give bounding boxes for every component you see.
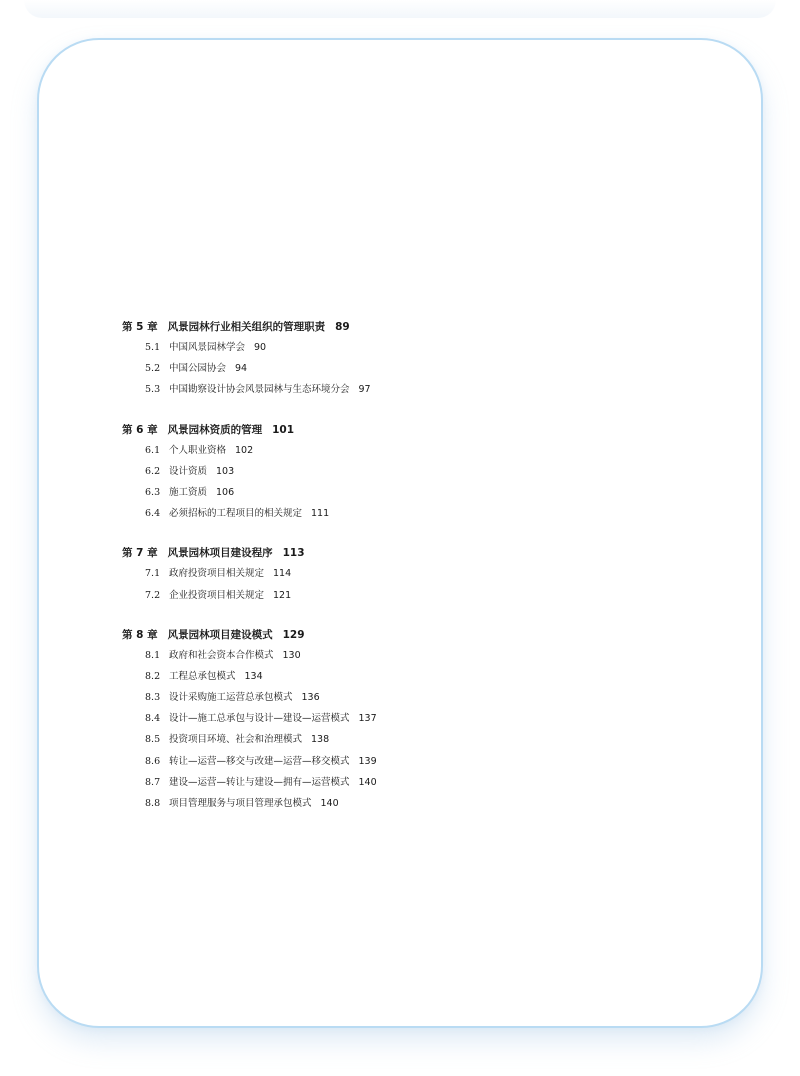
toc-entry[interactable] (122, 668, 682, 689)
toc-chapter (122, 318, 682, 403)
section-number: 6.1 (145, 444, 161, 456)
chapter-page-number: 129 (282, 628, 305, 641)
section-page-number: 130 (282, 649, 301, 661)
section-title: 建设—运营—转让与建设—拥有—运营模式 (169, 776, 350, 788)
chapter-title: 风景园林资质的管理 (167, 423, 263, 436)
section-title: 中国勘察设计协会风景园林与生态环境分会 (169, 384, 350, 396)
section-title: 设计资质 (169, 465, 208, 477)
section-page-number: 97 (358, 384, 371, 396)
chapter-title: 风景园林行业相关组织的管理职责 (167, 321, 326, 333)
toc-chapter (122, 544, 682, 607)
toc-entry[interactable] (122, 505, 682, 526)
section-number: 8.6 (145, 755, 161, 767)
section-number: 7.1 (145, 568, 161, 580)
section-number: 6.3 (145, 486, 161, 498)
chapter-heading[interactable] (122, 421, 682, 439)
section-number: 6.2 (145, 465, 161, 477)
toc-entry[interactable] (122, 731, 682, 752)
section-number: 5.3 (145, 384, 161, 396)
table-of-contents (122, 318, 682, 834)
toc-entry[interactable] (122, 774, 682, 795)
section-title: 施工资质 (169, 486, 208, 498)
toc-entry[interactable] (122, 689, 682, 710)
chapter-title: 风景园林项目建设模式 (167, 628, 273, 641)
chapter-page-number: 89 (335, 321, 350, 333)
chapter-heading[interactable] (122, 544, 682, 562)
section-number: 8.2 (145, 670, 161, 682)
top-shadow-band (24, 0, 776, 18)
section-title: 个人职业资格 (169, 444, 227, 456)
toc-entry[interactable] (122, 339, 682, 360)
toc-entry[interactable] (122, 710, 682, 731)
section-title: 转让—运营—移交与改建—运营—移交模式 (169, 755, 350, 767)
section-page-number: 103 (216, 465, 235, 477)
section-title: 中国公园协会 (169, 363, 227, 375)
section-number: 7.2 (145, 589, 161, 601)
section-page-number: 121 (273, 589, 292, 601)
section-page-number: 137 (358, 713, 377, 725)
chapter-number: 第 7 章 (122, 547, 158, 560)
section-number: 5.2 (145, 363, 161, 375)
section-number: 8.8 (145, 798, 161, 809)
toc-chapter (122, 421, 682, 527)
section-title: 投资项目环境、社会和治理模式 (169, 734, 303, 746)
section-title: 项目管理服务与项目管理承包模式 (169, 798, 312, 809)
section-page-number: 111 (311, 508, 330, 520)
toc-chapter (122, 626, 682, 817)
chapter-heading[interactable] (122, 626, 682, 644)
section-title: 企业投资项目相关规定 (169, 589, 265, 601)
section-page-number: 102 (235, 444, 254, 456)
section-page-number: 138 (311, 734, 330, 746)
toc-entry[interactable] (122, 647, 682, 668)
chapter-number: 第 8 章 (122, 628, 158, 641)
toc-entry[interactable] (122, 442, 682, 463)
section-number: 8.1 (145, 649, 161, 661)
chapter-number: 第 6 章 (122, 423, 158, 436)
toc-entry[interactable] (122, 360, 682, 381)
section-title: 政府和社会资本合作模式 (169, 649, 274, 661)
section-title: 必须招标的工程项目的相关规定 (169, 508, 303, 520)
section-number: 5.1 (145, 342, 161, 353)
section-number: 6.4 (145, 508, 161, 520)
section-page-number: 90 (254, 342, 267, 353)
chapter-number: 第 5 章 (122, 321, 158, 333)
section-page-number: 139 (358, 755, 377, 767)
toc-entry[interactable] (122, 484, 682, 505)
section-page-number: 140 (358, 776, 377, 788)
section-page-number: 134 (244, 670, 263, 682)
section-title: 中国风景园林学会 (169, 342, 246, 353)
section-number: 8.3 (145, 692, 161, 704)
section-number: 8.4 (145, 713, 161, 725)
toc-entry[interactable] (122, 565, 682, 586)
section-title: 政府投资项目相关规定 (169, 568, 265, 580)
section-page-number: 94 (235, 363, 248, 375)
section-title: 设计采购施工运营总承包模式 (169, 692, 293, 704)
toc-entry[interactable] (122, 463, 682, 484)
toc-entry[interactable] (122, 381, 682, 402)
toc-entry[interactable] (122, 753, 682, 774)
section-page-number: 140 (320, 798, 339, 809)
section-page-number: 114 (273, 568, 292, 580)
section-title: 设计—施工总承包与设计—建设—运营模式 (169, 713, 350, 725)
section-title: 工程总承包模式 (169, 670, 236, 682)
chapter-heading[interactable] (122, 318, 682, 336)
section-page-number: 106 (216, 486, 235, 498)
section-number: 8.5 (145, 734, 161, 746)
chapter-title: 风景园林项目建设程序 (167, 547, 273, 560)
chapter-page-number: 113 (282, 547, 305, 560)
section-page-number: 136 (301, 692, 320, 704)
toc-entry[interactable] (122, 795, 682, 816)
section-number: 8.7 (145, 776, 161, 788)
toc-entry[interactable] (122, 587, 682, 608)
chapter-page-number: 101 (272, 423, 295, 436)
